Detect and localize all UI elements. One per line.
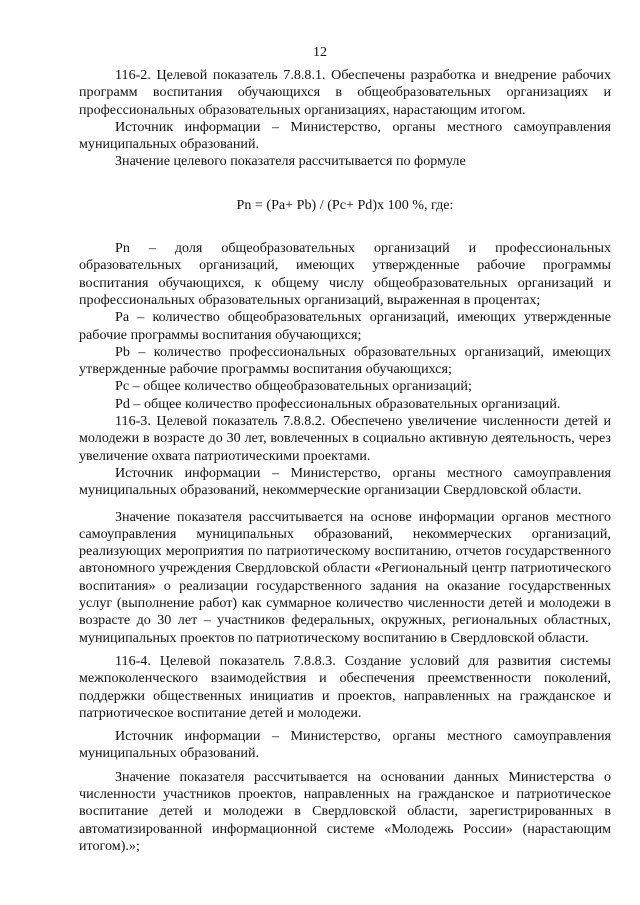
page-number: 12 [312,44,328,60]
definition-pd: Pd – общее количество профессиональных образовательных организаций. [115,395,561,412]
definition-pc: Pc – общее количество общеобразовательных организаций; [115,378,472,395]
section-116-4-source: Источник информации – Министерство, органы местного самоуправления муниципальных образований. [79,728,611,762]
definition-pn: Pn – доля общеобразовательных организаций и профессиональных образовательных организаций, имеющих утвержденные рабочие программы воспитания обучающихся, к общему числу общеобразовательных организаций и профессиональных образовательных организаций, выраженная в процентах; [79,240,611,308]
section-116-3-title: 116-3. Целевой показатель 7.8.8.2. Обеспечено увеличение численности детей и молодежи в возрасте до 30 лет, вовлеченных в социально активную деятельность, через увеличение охвата патриотическими проектами. [79,413,611,464]
definition-pa: Pa – количество общеобразовательных организаций, имеющих утвержденные рабочие программы воспитания обучающихся; [79,309,611,343]
section-116-2-source: Источник информации – Министерство, органы местного самоуправления муниципальных образований. [79,118,611,153]
document-body [79,67,611,855]
section-116-3-calculation: Значение показателя рассчитывается на основе информации органов местного самоуправления муниципальных образований, некоммерческих организаций, реализующих мероприятия по патриотическому воспитанию, отчетов государственного автономного учреждения Свердловской области «Региональный центр патриотического воспитания» о реализации государственного задания на оказание государственных услуг (выполнение работ) как суммарное количество численности детей и молодежи в возрасте до 30 лет – участников федеральных, окружных, региональных областных, муниципальных проектов по патриотическому воспитанию в Свердловской области. [79,508,611,646]
definition-pb: Pb – количество профессиональных образовательных организаций, имеющих утвержденные рабочие программы воспитания обучающихся; [79,343,611,378]
section-116-2-title: 116-2. Целевой показатель 7.8.8.1. Обеспечены разработка и внедрение рабочих программ воспитания обучающихся в общеобразовательных организациях и профессиональных образовательных организациях, нарастающим итогом. [79,67,611,118]
section-116-3-source: Источник информации – Министерство, органы местного самоуправления муниципальных образований, некоммерческие организации Свердловской области. [79,464,611,499]
section-116-2-formula-intro: Значение целевого показателя рассчитывается по формуле [115,153,466,170]
section-116-4-title: 116-4. Целевой показатель 7.8.8.3. Создание условий для развития системы межпоколенческого взаимодействия и обеспечения преемственности поколений, поддержки общественных инициатив и проектов, направленных на гражданское и патриотическое воспитание детей и молодежи. [79,652,611,721]
section-116-4-calculation: Значение показателя рассчитывается на основании данных Министерства о численности участников проектов, направленных на гражданское и патриотическое воспитание детей и молодежи в Свердловской области, зарегистрированных в автоматизированной информационной системе «Молодежь России» (нарастающим итогом).»; [79,768,611,854]
section-116-2-formula: Pn = (Pa+ Pb) / (Pc+ Pd)x 100 %, где: [236,196,454,213]
